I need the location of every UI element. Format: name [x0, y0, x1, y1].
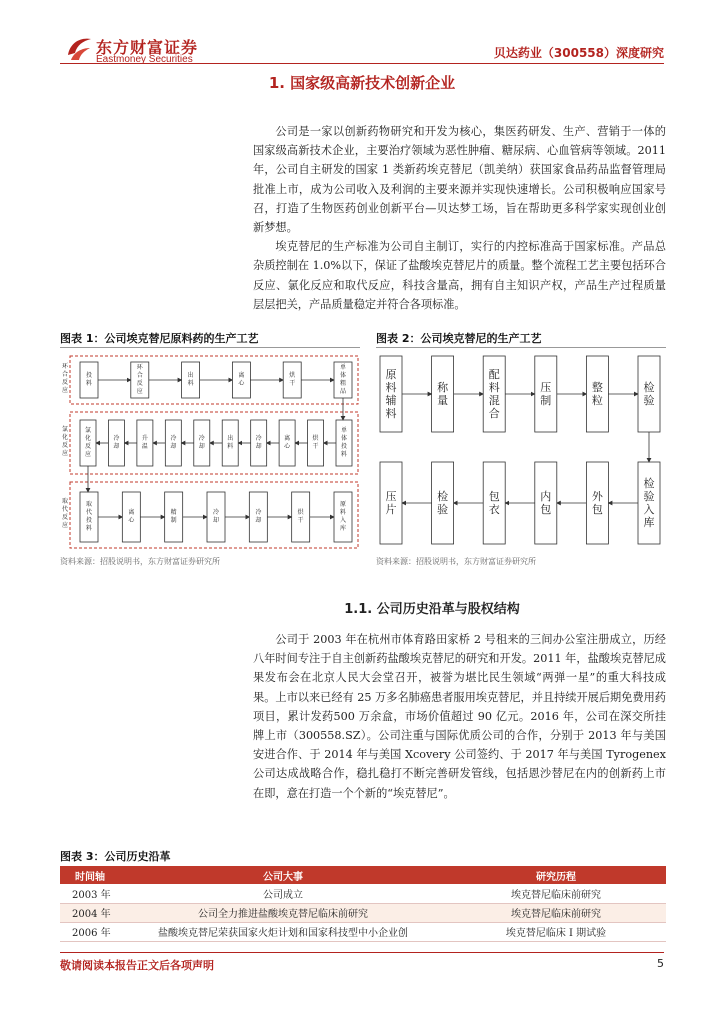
step-label: 检验入库 [643, 477, 655, 529]
step-label: 烘干 [312, 435, 319, 450]
step-label: 冷却 [170, 435, 177, 450]
cell-research: 埃克替尼临床前研究 [446, 903, 666, 922]
footer-divider [60, 952, 664, 953]
step-label: 冷却 [255, 435, 262, 450]
step-label: 离心 [238, 372, 245, 387]
step-label: 压片 [385, 490, 397, 516]
step-label: 出料 [227, 435, 234, 450]
figure2-title: 图表 2：公司埃克替尼的生产工艺 [376, 332, 542, 345]
logo-swirl-icon [64, 33, 94, 63]
step-label: 检验 [643, 381, 655, 407]
figure2-rule [376, 347, 666, 348]
step-label: 出料 [187, 372, 194, 387]
step-label: 离心 [128, 509, 135, 524]
cell-event: 公司成立 [120, 884, 446, 903]
step-label: 升温 [141, 435, 148, 450]
table-title: 图表 3：公司历史沿革 [60, 850, 171, 863]
step-label: 包衣 [488, 490, 500, 516]
cell-event: 公司全力推进盐酸埃克替尼临床前研究 [120, 903, 446, 922]
table-row [60, 903, 666, 922]
step-label: 氯化反应 [61, 426, 69, 457]
step-label: 单体粗品 [339, 364, 347, 395]
step-label: 烘干 [289, 372, 296, 387]
step-label: 环合反应 [61, 363, 69, 394]
figure1-rule [60, 347, 360, 348]
logo-company-en: Eastmoney Securities [96, 54, 193, 65]
step-label: 取代投料 [85, 501, 93, 532]
cell-year: 2006 年 [60, 922, 120, 941]
step-label: 取代反应 [61, 498, 69, 529]
header-timeline: 时间轴 [60, 866, 120, 884]
step-label: 整粒 [591, 381, 603, 407]
subsection-body [253, 630, 666, 803]
step-label: 投料 [85, 372, 93, 387]
paragraph-1: 公司是一家以创新药物研究和开发为核心，集医药研发、生产、营销于一体的国家级高新技术企业，主要治疗领域为恶性肿瘤、糖尿病、心血管病等领域。2011 年，公司自主研发的国家 1 类新药埃克替尼（凯美纳）获国家食品药品监督管理局批准上市，成为公司收入及利润的主要来源并实现快速增长。公司积极响应国家号召，打造了生物医药创业创新平台—贝达梦工场，旨在帮助更多科学家实现创业创新梦想。 [253, 125, 666, 235]
step-label: 冷却 [255, 509, 262, 524]
step-label: 压制 [540, 381, 552, 407]
logo-company-cn: 东方财富证券 [96, 38, 199, 57]
figure1-source: 资料来源：招股说明书，东方财富证券研究所 [60, 557, 220, 566]
table-row [60, 884, 666, 903]
section-title: 1. 国家级高新技术创新企业 [268, 74, 456, 92]
section-body [253, 122, 666, 314]
step-label: 离心 [284, 435, 291, 450]
report-title: 贝达药业（300558）深度研究 [493, 46, 664, 60]
step-label: 单体投料 [340, 427, 348, 458]
step-label: 环合反应 [136, 364, 143, 395]
figure2-source: 资料来源：招股说明书，东方财富证券研究所 [376, 557, 536, 566]
step-label: 原料辅料 [385, 368, 397, 420]
cell-year: 2003 年 [60, 884, 120, 903]
step-label: 外包 [591, 490, 603, 516]
step-label: 冷却 [198, 435, 205, 450]
step-label: 冷却 [212, 509, 220, 524]
paragraph-3: 公司于 2003 年在杭州市体育路田家桥 2 号租来的三间办公室注册成立，历经八年时间专注于自主创新药盐酸埃克替尼的研究和开发。2011 年，盐酸埃克替尼成果发布会在北京人民大会堂召开，被誉为堪比民生领域“两弹一星”的重大科技成果。上市以来已经有 25 万多名肺癌患者服用埃克替尼，并且持续开展后期免费用药项目，累计发药500 万余盒，市场价值超过 90 亿元。2016 年，公司在深交所挂牌上市（300558.SZ）。公司注重与国际优质公司的合作，分别于 2013 年与美国安进合作、于 2014 年与美国 Xcovery 公司签约、于 2017 年与美国 Tyrogenex 公司达成战略合作，稳扎稳打不断完善研发管线，包括恩沙替尼在内的创新药上市在即，意在打造一个个新的“埃克替尼”。 [253, 633, 666, 800]
paragraph-2: 埃克替尼的生产标准为公司自主制订，实行的内控标准高于国家标准。产品总杂质控制在 1.0%以下，保证了盐酸埃克替尼片的质量。整个流程工艺主要包括环合反应、氯化反应和取代反应，科技含量高，拥有自主知识产权，产品生产过程质量层层把关，产品质量稳定并符合各项标准。 [253, 240, 666, 311]
figure1-title: 图表 1：公司埃克替尼原料药的生产工艺 [60, 332, 259, 345]
cell-research: 埃克替尼临床 I 期试验 [446, 922, 666, 941]
history-table [60, 866, 666, 942]
header-divider [60, 63, 664, 64]
step-label: 原料入库 [339, 501, 347, 532]
cell-research: 埃克替尼临床前研究 [446, 884, 666, 903]
subsection-title: 1.1. 公司历史沿革与股权结构 [344, 602, 520, 617]
step-label: 配料混合 [488, 368, 500, 420]
step-label: 氯化反应 [84, 427, 92, 458]
step-label: 称量 [437, 381, 449, 407]
step-label: 内包 [540, 490, 552, 516]
footer-disclaimer: 敬请阅读本报告正文后各项声明 [60, 959, 214, 972]
step-label: 检验 [437, 490, 449, 516]
table-row [60, 922, 666, 941]
figure2-flowchart [376, 352, 666, 552]
page-number: 5 [657, 957, 664, 970]
cell-year: 2004 年 [60, 903, 120, 922]
step-label: 精制 [170, 509, 177, 524]
step-label: 冷却 [113, 435, 120, 450]
figure1-flowchart [60, 352, 360, 552]
cell-event: 盐酸埃克替尼荣获国家火炬计划和国家科技型中小企业创 [120, 922, 446, 941]
header-research: 研究历程 [446, 866, 666, 884]
table-header-row [60, 866, 666, 884]
step-label: 烘干 [297, 509, 304, 524]
header-events: 公司大事 [120, 866, 446, 884]
